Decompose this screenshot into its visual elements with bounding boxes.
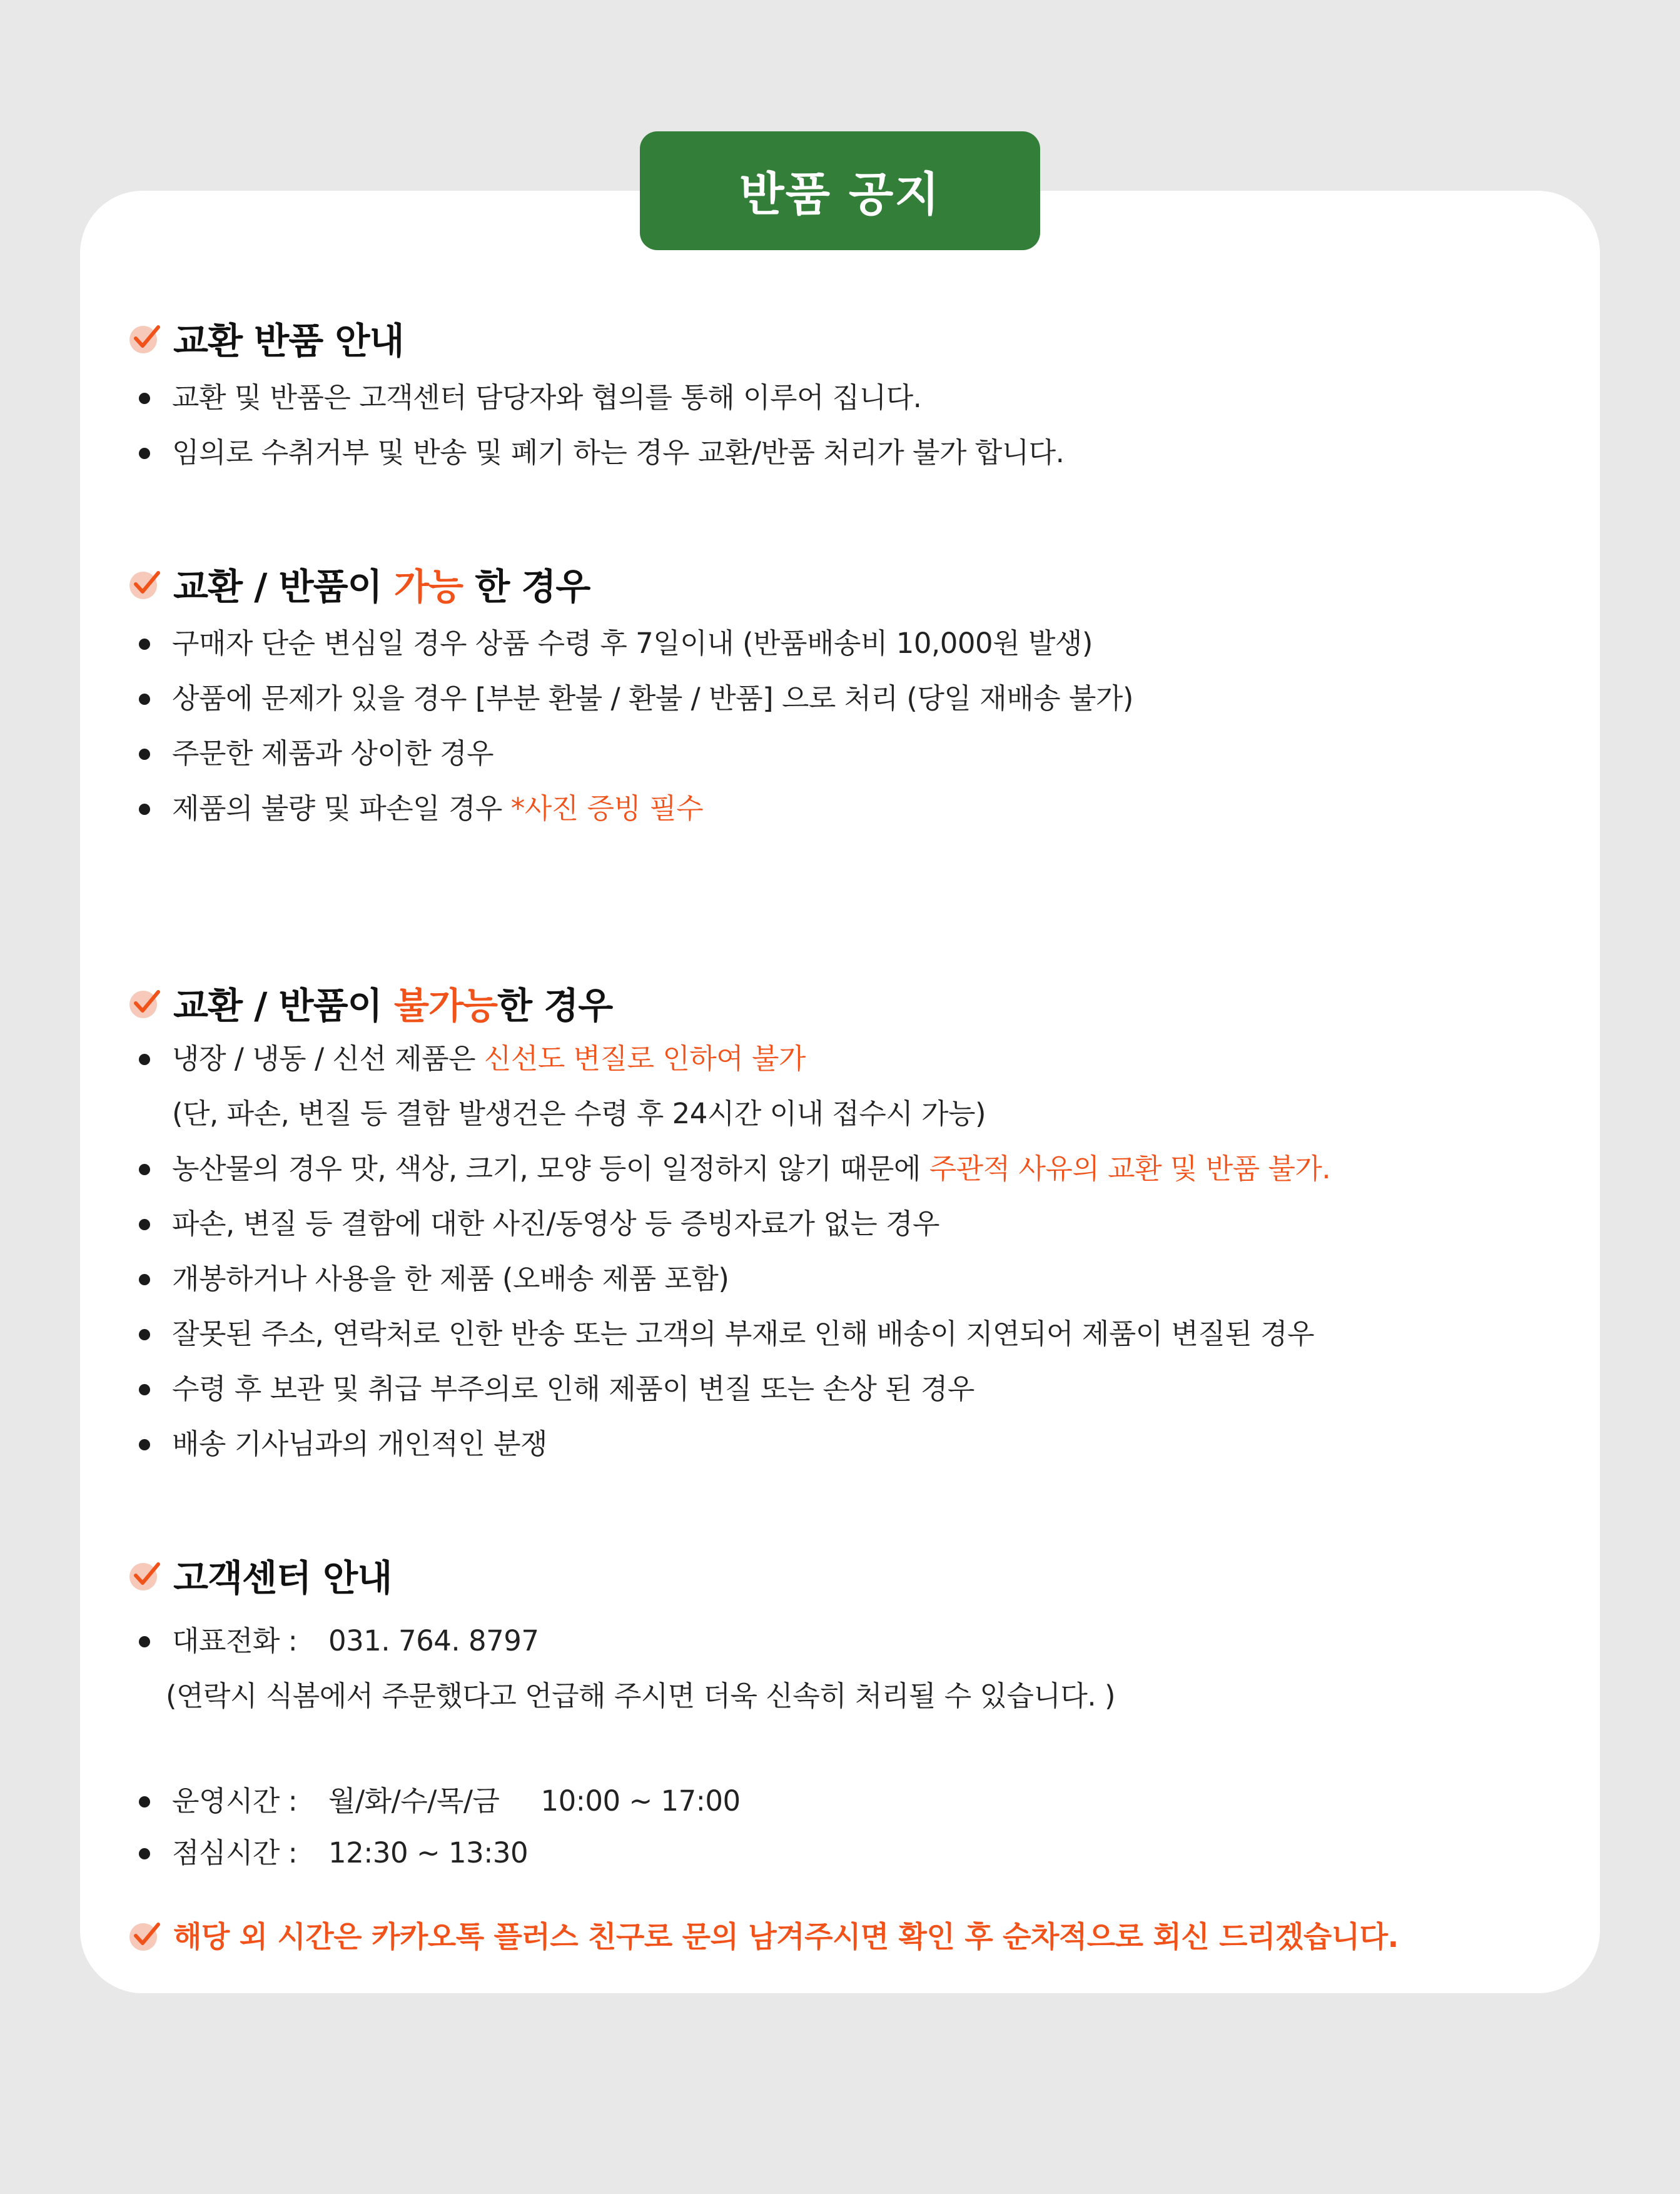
check-icon xyxy=(128,567,162,600)
section-impossible xyxy=(128,978,1586,1472)
check-icon xyxy=(128,1558,162,1592)
possible-list xyxy=(128,616,1586,836)
footer-note: 해당 외 시간은 카카오톡 플러스 친구로 문의 남겨주시면 확인 후 순차적으로 회신 드리겠습니다. xyxy=(128,1914,1399,1956)
list-item: 배송 기사님과의 개인적인 분쟁 xyxy=(128,1417,1586,1472)
section-possible xyxy=(128,559,1586,836)
hours-row: 운영시간 : 월/화/수/목/금 10:00 ~ 17:00 xyxy=(128,1774,1586,1829)
cs-list xyxy=(128,1614,1586,1878)
list-item: 상품에 문제가 있을 경우 [부분 환불 / 환불 / 반품] 으로 처리 (당일 재배송 불가) xyxy=(128,671,1586,726)
section-exchange-guide xyxy=(128,313,1586,480)
list-item-continuation: (단, 파손, 변질 등 결함 발생건은 수령 후 24시간 이내 접수시 가능) xyxy=(172,1097,986,1130)
list-item: 잘못된 주소, 연락처로 인한 반송 또는 고객의 부재로 인해 배송이 지연되어 제품이 변질된 경우 xyxy=(128,1307,1586,1362)
phone-note: (연락시 식봄에서 주문했다고 언급해 주시면 더욱 신속히 처리될 수 있습니다. ) xyxy=(166,1679,1116,1712)
section-customer-center xyxy=(128,1550,1586,1878)
page-title: 반품 공지 xyxy=(640,131,1040,250)
section-heading: 고객센터 안내 xyxy=(128,1550,1586,1600)
section-heading-text: 교환 반품 안내 xyxy=(173,320,404,362)
list-item: 농산물의 경우 맛, 색상, 크기, 모양 등이 일정하지 않기 때문에 주관적 사유의 교환 및 반품 불가. xyxy=(128,1141,1586,1196)
spacer xyxy=(128,1724,1586,1774)
list-item: 파손, 변질 등 결함에 대한 사진/동영상 등 증빙자료가 없는 경우 xyxy=(128,1196,1586,1251)
phone-number: 031. 764. 8797 xyxy=(328,1624,539,1657)
list-item: 주문한 제품과 상이한 경우 xyxy=(128,726,1586,781)
list-item: 개봉하거나 사용을 한 제품 (오배송 제품 포함) xyxy=(128,1251,1586,1307)
impossible-list xyxy=(128,1031,1586,1472)
lunch-row: 점심시간 : 12:30 ~ 13:30 xyxy=(128,1829,1586,1878)
list-item: 구매자 단순 변심일 경우 상품 수령 후 7일이내 (반품배송비 10,000원 발생) xyxy=(128,616,1586,671)
check-icon xyxy=(128,321,162,355)
check-icon xyxy=(128,1918,162,1952)
phone-row: 대표전화 : 031. 764. 8797 xyxy=(128,1614,1586,1669)
list-item: 냉장 / 냉동 / 신선 제품은 신선도 변질로 인하여 불가 xyxy=(128,1031,1586,1086)
list-item: 교환 및 반품은 고객센터 담당자와 협의를 통해 이루어 집니다. xyxy=(128,370,1586,425)
section-heading xyxy=(128,313,1586,363)
section-heading: 교환 / 반품이 불가능 한 경우 xyxy=(128,978,1586,1028)
check-icon xyxy=(128,986,162,1019)
section-heading: 교환 / 반품이 가능 한 경우 xyxy=(128,559,1586,609)
list-item: 제품의 불량 및 파손일 경우 *사진 증빙 필수 xyxy=(128,781,1586,836)
guide-list xyxy=(128,370,1586,480)
list-item: 임의로 수취거부 및 반송 및 폐기 하는 경우 교환/반품 처리가 불가 합니다. xyxy=(128,425,1586,480)
list-item: 수령 후 보관 및 취급 부주의로 인해 제품이 변질 또는 손상 된 경우 xyxy=(128,1362,1586,1417)
